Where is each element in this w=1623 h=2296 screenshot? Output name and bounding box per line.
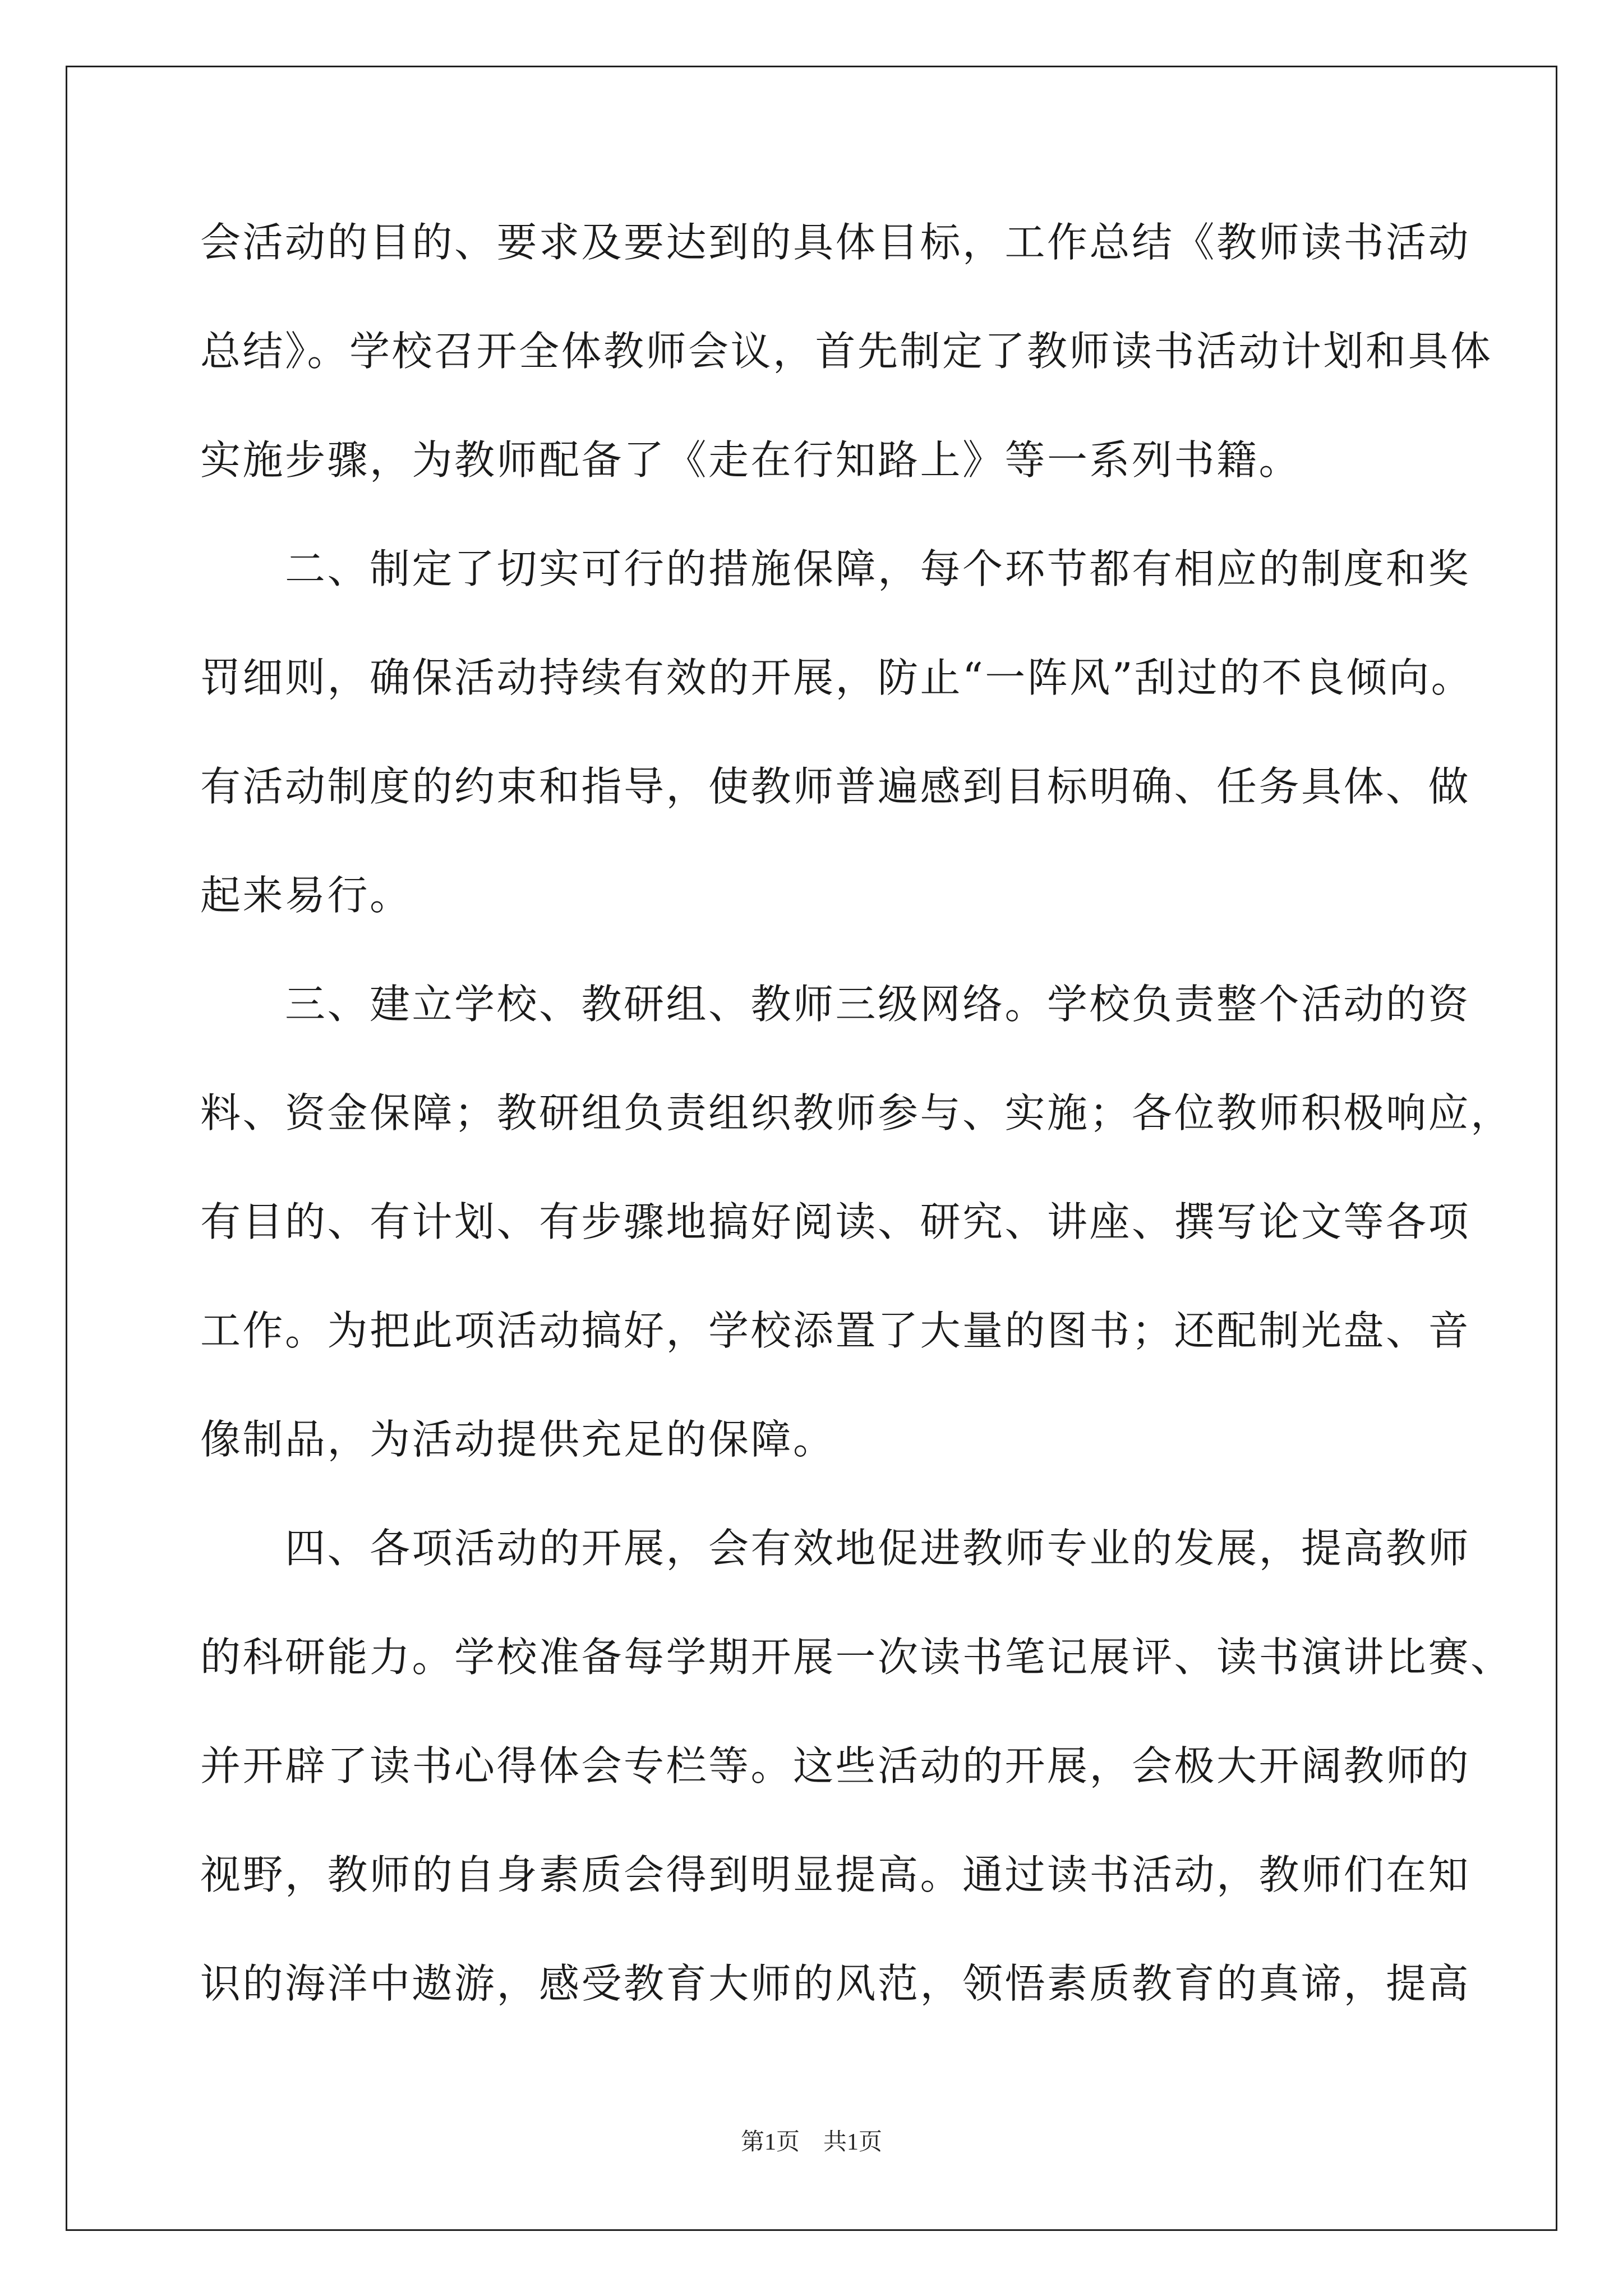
text-line: 料、资金保障；教研组负责组织教师参与、实施；各位教师积极响应， <box>200 1089 1513 1137</box>
text-line: 罚细则，确保活动持续有效的开展，防止“一阵风”刮过的不良倾向。 <box>200 654 1474 701</box>
text-line: 并开辟了读书心得体会专栏等。这些活动的开展，会极大开阔教师的 <box>200 1742 1471 1789</box>
text-line: 三、建立学校、教研组、教师三级网络。学校负责整个活动的资 <box>200 981 1471 1028</box>
text-line: 总结》。学校召开全体教师会议，首先制定了教师读书活动计划和具体 <box>200 328 1493 375</box>
text-line: 实施步骤，为教师配备了《走在行知路上》等一系列书籍。 <box>200 436 1302 484</box>
text-line: 有活动制度的约束和指导，使教师普遍感到目标明确、任务具体、做 <box>200 763 1471 810</box>
page-number-footer: 第1页 共1页 <box>740 2129 882 2155</box>
text-line: 有目的、有计划、有步骤地搞好阅读、研究、讲座、撰写论文等各项 <box>200 1198 1471 1245</box>
text-line: 识的海洋中遨游，感受教育大师的风范，领悟素质教育的真谛，提高 <box>200 1960 1471 2007</box>
text-line: 二、制定了切实可行的措施保障，每个环节都有相应的制度和奖 <box>200 545 1471 592</box>
text-line: 的科研能力。学校准备每学期开展一次读书笔记展评、读书演讲比赛、 <box>200 1634 1513 1681</box>
text-line: 工作。为把此项活动搞好，学校添置了大量的图书；还配制光盘、音 <box>200 1307 1471 1354</box>
text-line: 四、各项活动的开展，会有效地促进教师专业的发展，提高教师 <box>200 1525 1471 1572</box>
text-line: 视野，教师的自身素质会得到明显提高。通过读书活动，教师们在知 <box>200 1851 1471 1898</box>
text-line: 像制品，为活动提供充足的保障。 <box>200 1416 836 1463</box>
document-body <box>200 219 1513 2070</box>
text-line: 起来易行。 <box>200 872 412 919</box>
text-line: 会活动的目的、要求及要达到的具体目标，工作总结《教师读书活动 <box>200 219 1471 266</box>
